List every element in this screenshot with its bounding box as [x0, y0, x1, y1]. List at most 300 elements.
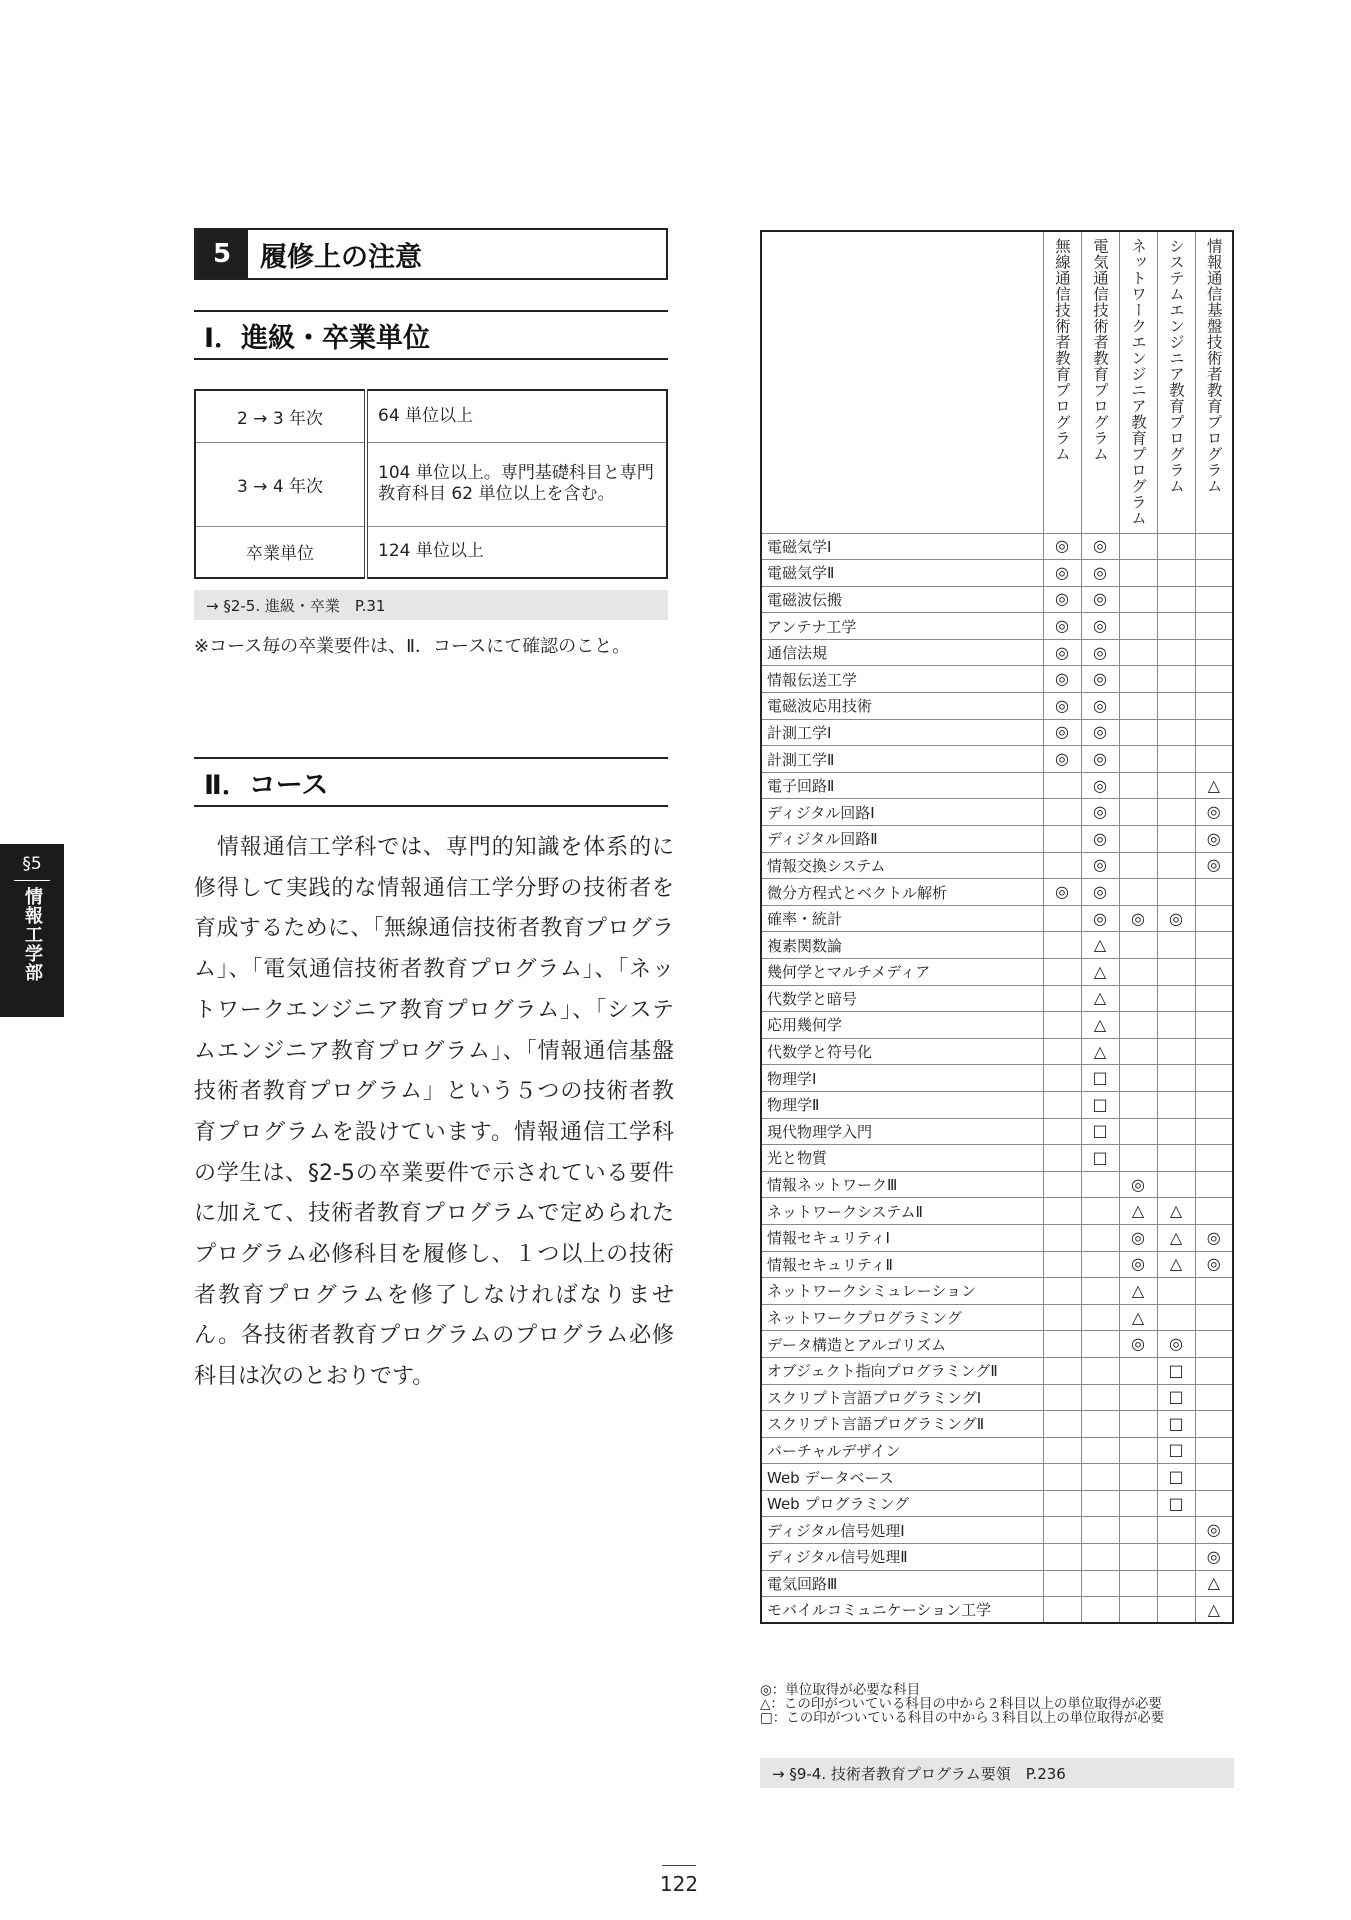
table-row — [195, 442, 667, 526]
requirement-mark-cell — [1195, 533, 1233, 560]
requirement-mark-cell: ◎ — [1081, 560, 1119, 587]
requirement-mark-cell: ◎ — [1043, 533, 1081, 560]
course-name-cell: 通信法規 — [761, 639, 1043, 666]
course-name-cell: ディジタル信号処理Ⅱ — [761, 1544, 1043, 1571]
requirement-mark-cell — [1119, 666, 1157, 693]
requirement-mark-cell — [1043, 1570, 1081, 1597]
requirement-mark-cell — [1043, 1437, 1081, 1464]
requirement-mark-cell — [1119, 560, 1157, 587]
requirement-mark-cell — [1157, 932, 1195, 959]
requirement-mark-cell: □ — [1081, 1145, 1119, 1172]
side-tab-label: 情報工学部 — [22, 887, 43, 982]
course-name-cell: 確率・統計 — [761, 905, 1043, 932]
table-row — [761, 1038, 1233, 1065]
requirement-mark-cell — [1195, 560, 1233, 587]
requirement-mark-cell — [1157, 1118, 1195, 1145]
requirement-mark-cell — [1043, 1224, 1081, 1251]
table-row — [761, 693, 1233, 720]
course-name-cell: 情報セキュリティⅡ — [761, 1251, 1043, 1278]
requirement-mark-cell — [1081, 1251, 1119, 1278]
legend-item: □：この印がついている科目の中から３科目以上の単位取得が必要 — [760, 1710, 1165, 1726]
table-row — [761, 852, 1233, 879]
requirement-mark-cell: ◎ — [1157, 905, 1195, 932]
table-row — [761, 1544, 1233, 1571]
table-row — [761, 1091, 1233, 1118]
requirement-mark-cell — [1157, 746, 1195, 773]
requirement-mark-cell — [1043, 1331, 1081, 1358]
requirement-mark-cell: ◎ — [1081, 746, 1119, 773]
requirement-mark-cell: ◎ — [1043, 560, 1081, 587]
table-row — [761, 1357, 1233, 1384]
requirement-mark-cell — [1081, 1490, 1119, 1517]
requirement-mark-cell — [1157, 772, 1195, 799]
requirement-mark-cell — [1157, 693, 1195, 720]
subheading-credits: Ⅰ．進級・卒業単位 — [194, 310, 668, 360]
requirement-mark-cell: □ — [1081, 1118, 1119, 1145]
requirement-mark-cell: ◎ — [1195, 1517, 1233, 1544]
program-name: 電気通信技術者教育プログラム — [1091, 238, 1109, 462]
table-row — [761, 1490, 1233, 1517]
requirement-mark-cell — [1195, 1331, 1233, 1358]
course-name-cell: モバイルコミュニケーション工学 — [761, 1597, 1043, 1624]
requirement-mark-cell: ◎ — [1043, 746, 1081, 773]
requirement-mark-cell — [1119, 1517, 1157, 1544]
requirement-mark-cell — [1195, 1437, 1233, 1464]
course-name-cell: 電磁波応用技術 — [761, 693, 1043, 720]
requirement-mark-cell — [1043, 1384, 1081, 1411]
requirement-mark-cell: ◎ — [1043, 719, 1081, 746]
course-name-cell: 計測工学Ⅱ — [761, 746, 1043, 773]
requirement-mark-cell — [1081, 1304, 1119, 1331]
requirement-mark-cell — [1119, 985, 1157, 1012]
program-header-cell — [1157, 231, 1195, 533]
requirement-mark-cell — [1119, 1091, 1157, 1118]
table-row — [761, 1411, 1233, 1438]
table-row — [761, 932, 1233, 959]
requirement-mark-cell: ◎ — [1081, 693, 1119, 720]
reference-link-credits[interactable]: → §2-5. 進級・卒業 P.31 — [194, 590, 668, 620]
requirement-mark-cell: ◎ — [1195, 1251, 1233, 1278]
requirement-mark-cell — [1195, 1464, 1233, 1491]
requirement-mark-cell — [1043, 1251, 1081, 1278]
requirement-mark-cell — [1195, 1065, 1233, 1092]
credits-label: 2 → 3 年次 — [195, 390, 366, 442]
requirement-mark-cell: ◎ — [1043, 613, 1081, 640]
requirement-mark-cell: △ — [1081, 1012, 1119, 1039]
requirement-mark-cell: △ — [1195, 1597, 1233, 1624]
table-row — [761, 1198, 1233, 1225]
program-name: 無線通信技術者教育プログラム — [1053, 238, 1071, 462]
requirement-mark-cell — [1195, 666, 1233, 693]
requirement-mark-cell — [1195, 1278, 1233, 1305]
requirement-mark-cell — [1081, 1224, 1119, 1251]
course-name-cell: ディジタル回路Ⅱ — [761, 826, 1043, 853]
requirement-mark-cell — [1119, 959, 1157, 986]
course-name-cell: 代数学と符号化 — [761, 1038, 1043, 1065]
requirement-mark-cell — [1195, 1118, 1233, 1145]
requirement-mark-cell: △ — [1195, 772, 1233, 799]
requirement-mark-cell — [1157, 879, 1195, 906]
program-header-row — [761, 231, 1233, 533]
requirement-mark-cell — [1157, 959, 1195, 986]
requirement-mark-cell — [1119, 746, 1157, 773]
requirement-mark-cell — [1157, 1544, 1195, 1571]
requirement-mark-cell: ◎ — [1195, 826, 1233, 853]
requirement-mark-cell — [1043, 1198, 1081, 1225]
requirement-mark-cell — [1119, 772, 1157, 799]
requirement-mark-cell — [1043, 1490, 1081, 1517]
requirement-mark-cell: △ — [1157, 1198, 1195, 1225]
requirement-mark-cell: ◎ — [1081, 772, 1119, 799]
requirement-mark-cell: ◎ — [1043, 586, 1081, 613]
requirement-mark-cell — [1043, 1544, 1081, 1571]
course-name-cell: ディジタル回路Ⅰ — [761, 799, 1043, 826]
requirement-mark-cell — [1081, 1384, 1119, 1411]
requirement-mark-cell — [1157, 985, 1195, 1012]
requirement-mark-cell — [1043, 1597, 1081, 1624]
course-name-cell: 代数学と暗号 — [761, 985, 1043, 1012]
table-row — [195, 390, 667, 442]
table-row — [761, 1224, 1233, 1251]
requirement-mark-cell — [1119, 852, 1157, 879]
requirement-mark-cell — [1195, 959, 1233, 986]
course-name-cell: 複素関数論 — [761, 932, 1043, 959]
program-header-cell — [1195, 231, 1233, 533]
requirement-mark-cell — [1195, 639, 1233, 666]
requirement-mark-cell — [1119, 1118, 1157, 1145]
credits-value: 104 単位以上。専門基礎科目と専門教育科目 62 単位以上を含む。 — [366, 442, 667, 526]
requirement-mark-cell — [1157, 719, 1195, 746]
table-row — [761, 799, 1233, 826]
requirement-mark-cell — [1119, 586, 1157, 613]
requirement-mark-cell — [1157, 1145, 1195, 1172]
course-name-cell: 電気回路Ⅲ — [761, 1570, 1043, 1597]
requirement-mark-cell: ◎ — [1043, 639, 1081, 666]
requirement-mark-cell — [1195, 1411, 1233, 1438]
requirement-mark-cell: □ — [1081, 1091, 1119, 1118]
course-name-cell: オブジェクト指向プログラミングⅡ — [761, 1357, 1043, 1384]
requirement-mark-cell: □ — [1157, 1437, 1195, 1464]
requirement-mark-cell: ◎ — [1081, 799, 1119, 826]
requirement-mark-cell — [1043, 932, 1081, 959]
requirement-mark-cell — [1157, 613, 1195, 640]
requirement-mark-cell — [1081, 1411, 1119, 1438]
requirement-mark-cell: □ — [1157, 1411, 1195, 1438]
table-row — [761, 1278, 1233, 1305]
requirement-mark-cell: ◎ — [1119, 1171, 1157, 1198]
course-name-cell: バーチャルデザイン — [761, 1437, 1043, 1464]
requirement-mark-cell — [1119, 1145, 1157, 1172]
requirement-mark-cell — [1195, 1038, 1233, 1065]
table-row — [761, 905, 1233, 932]
requirement-mark-cell — [1043, 1118, 1081, 1145]
course-name-cell: 情報ネットワークⅢ — [761, 1171, 1043, 1198]
requirement-mark-cell — [1119, 1570, 1157, 1597]
course-name-cell: スクリプト言語プログラミングⅠ — [761, 1384, 1043, 1411]
requirement-mark-cell — [1119, 1544, 1157, 1571]
table-row — [761, 772, 1233, 799]
table-row — [761, 613, 1233, 640]
requirement-mark-cell — [1081, 1464, 1119, 1491]
course-name-cell: ネットワークプログラミング — [761, 1304, 1043, 1331]
requirement-mark-cell: ◎ — [1081, 719, 1119, 746]
course-name-cell: 電磁気学Ⅱ — [761, 560, 1043, 587]
requirement-mark-cell: ◎ — [1119, 1251, 1157, 1278]
requirement-mark-cell — [1119, 1411, 1157, 1438]
course-name-cell: 光と物質 — [761, 1145, 1043, 1172]
course-note: ※コース毎の卒業要件は、Ⅱ．コースにて確認のこと。 — [194, 636, 631, 657]
course-name-cell: アンテナ工学 — [761, 613, 1043, 640]
requirement-mark-cell — [1157, 826, 1195, 853]
section-header — [194, 228, 668, 280]
subheading-course: Ⅱ．コース — [194, 757, 668, 807]
requirement-mark-cell — [1157, 799, 1195, 826]
course-name-cell: ネットワークシミュレーション — [761, 1278, 1043, 1305]
requirement-mark-cell: ◎ — [1195, 852, 1233, 879]
requirement-mark-cell — [1043, 852, 1081, 879]
requirement-mark-cell: ◎ — [1081, 586, 1119, 613]
requirement-mark-cell — [1195, 746, 1233, 773]
table-row — [761, 1065, 1233, 1092]
requirement-mark-cell — [1195, 1384, 1233, 1411]
course-name-cell: 情報セキュリティⅠ — [761, 1224, 1043, 1251]
table-row — [761, 639, 1233, 666]
section-title: 履修上の注意 — [260, 241, 422, 273]
requirement-mark-cell — [1119, 1384, 1157, 1411]
program-name: 情報通信基盤技術者教育プログラム — [1204, 238, 1223, 494]
requirement-mark-cell: ◎ — [1119, 905, 1157, 932]
program-header-cell — [1081, 231, 1119, 533]
course-description: 情報通信工学科では、専門的知識を体系的に修得して実践的な情報通信工学分野の技術者を育成するために、「無線通信技術者教育プログラム」、「電気通信技術者教育プログラム」、「ネットワークエンジニア教育プログラム」、「システムエンジニア教育プログラム」、「情報通信基盤技術者教育プログラム」という５つの技術者教育プログラムを設けています。情報通信工学科の学生は、§2-5の卒業要件で示されている要件に加えて、技術者教育プログラムで定められたプログラム必修科目を履修し、１つ以上の技術者教育プログラムを修了しなければなりません。各技術者教育プログラムのプログラム必修科目は次のとおりです。 — [194, 835, 674, 1390]
requirement-mark-cell: ◎ — [1081, 852, 1119, 879]
requirement-mark-cell — [1195, 719, 1233, 746]
requirement-mark-cell — [1081, 1198, 1119, 1225]
course-name-cell: 電磁気学Ⅰ — [761, 533, 1043, 560]
table-row — [761, 1171, 1233, 1198]
requirement-mark-cell — [1157, 639, 1195, 666]
course-name-cell: 物理学Ⅰ — [761, 1065, 1043, 1092]
requirement-mark-cell — [1119, 1464, 1157, 1491]
requirement-mark-cell: △ — [1195, 1570, 1233, 1597]
course-name-cell: 物理学Ⅱ — [761, 1091, 1043, 1118]
course-name-cell: 電磁波伝搬 — [761, 586, 1043, 613]
table-row — [761, 1012, 1233, 1039]
course-name-cell: ネットワークシステムⅡ — [761, 1198, 1043, 1225]
credits-value: 64 単位以上 — [366, 390, 667, 442]
requirement-mark-cell: □ — [1157, 1384, 1195, 1411]
requirement-mark-cell — [1119, 1012, 1157, 1039]
table-row — [761, 1570, 1233, 1597]
requirement-mark-cell — [1195, 985, 1233, 1012]
table-row — [761, 879, 1233, 906]
requirement-mark-cell — [1195, 1357, 1233, 1384]
course-name-cell: 電子回路Ⅱ — [761, 772, 1043, 799]
side-tab-section: §5 — [22, 854, 42, 874]
requirement-mark-cell — [1195, 932, 1233, 959]
table-row — [761, 1118, 1233, 1145]
requirement-mark-cell — [1119, 1065, 1157, 1092]
requirement-mark-cell — [1157, 1038, 1195, 1065]
requirement-mark-cell: ◎ — [1081, 905, 1119, 932]
requirement-mark-cell — [1081, 1597, 1119, 1624]
program-header-cell — [1119, 231, 1157, 533]
requirement-mark-cell — [1081, 1437, 1119, 1464]
requirement-mark-cell — [1043, 1278, 1081, 1305]
header-blank-cell — [761, 231, 1043, 533]
requirement-mark-cell — [1043, 1038, 1081, 1065]
requirement-mark-cell — [1157, 1091, 1195, 1118]
requirement-mark-cell — [1157, 1304, 1195, 1331]
table-row — [761, 1437, 1233, 1464]
requirement-mark-cell — [1157, 1597, 1195, 1624]
requirement-mark-cell — [1119, 1038, 1157, 1065]
course-name-cell: データ構造とアルゴリズム — [761, 1331, 1043, 1358]
requirement-mark-cell: ◎ — [1195, 1544, 1233, 1571]
requirement-mark-cell — [1119, 826, 1157, 853]
requirement-mark-cell — [1081, 1331, 1119, 1358]
requirement-mark-cell — [1043, 1145, 1081, 1172]
requirement-mark-cell: ◎ — [1157, 1331, 1195, 1358]
requirement-mark-cell — [1043, 1091, 1081, 1118]
requirement-mark-cell: □ — [1081, 1065, 1119, 1092]
requirement-mark-cell — [1157, 586, 1195, 613]
requirement-mark-cell — [1195, 693, 1233, 720]
course-name-cell: ディジタル信号処理Ⅰ — [761, 1517, 1043, 1544]
table-row — [761, 666, 1233, 693]
requirement-mark-cell: □ — [1157, 1464, 1195, 1491]
requirement-mark-cell — [1043, 799, 1081, 826]
requirement-mark-cell — [1157, 1065, 1195, 1092]
requirement-mark-cell: ◎ — [1081, 613, 1119, 640]
table-row — [761, 1597, 1233, 1624]
table-row — [761, 1145, 1233, 1172]
requirement-mark-cell — [1043, 772, 1081, 799]
requirement-mark-cell — [1043, 1411, 1081, 1438]
legend — [760, 1683, 1164, 1725]
credits-table — [194, 389, 668, 579]
requirement-mark-cell — [1081, 1544, 1119, 1571]
requirement-mark-cell: △ — [1119, 1278, 1157, 1305]
table-row — [761, 533, 1233, 560]
requirement-mark-cell — [1157, 1012, 1195, 1039]
legend-item: △：この印がついている科目の中から２科目以上の単位取得が必要 — [760, 1696, 1162, 1712]
requirement-mark-cell — [1081, 1171, 1119, 1198]
course-name-cell: 幾何学とマルチメディア — [761, 959, 1043, 986]
reference-link-programs[interactable]: → §9-4. 技術者教育プログラム要領 P.236 — [760, 1758, 1234, 1788]
table-row — [761, 719, 1233, 746]
requirement-mark-cell: ◎ — [1043, 666, 1081, 693]
table-row — [761, 560, 1233, 587]
course-name-cell: 情報伝送工学 — [761, 666, 1043, 693]
requirement-mark-cell — [1119, 1597, 1157, 1624]
requirement-mark-cell — [1195, 1091, 1233, 1118]
requirement-mark-cell — [1043, 1517, 1081, 1544]
requirement-mark-cell — [1119, 719, 1157, 746]
requirement-mark-cell — [1081, 1517, 1119, 1544]
course-name-cell: Web データベース — [761, 1464, 1043, 1491]
requirement-mark-cell — [1119, 932, 1157, 959]
page-number: 122 — [659, 1872, 699, 1896]
requirement-mark-cell — [1119, 1437, 1157, 1464]
course-name-cell: 情報交換システム — [761, 852, 1043, 879]
requirement-mark-cell: □ — [1157, 1357, 1195, 1384]
program-name: ネットワークエンジニア教育プログラム — [1129, 238, 1147, 526]
requirement-mark-cell — [1157, 533, 1195, 560]
credits-value: 124 単位以上 — [378, 541, 484, 562]
table-row — [761, 985, 1233, 1012]
requirement-mark-cell — [1195, 1145, 1233, 1172]
requirement-mark-cell — [1043, 1357, 1081, 1384]
requirement-mark-cell: □ — [1157, 1490, 1195, 1517]
requirement-mark-cell: ◎ — [1119, 1224, 1157, 1251]
page-number-rule — [662, 1865, 696, 1866]
requirement-mark-cell: ◎ — [1081, 666, 1119, 693]
requirement-mark-cell — [1157, 1278, 1195, 1305]
requirement-mark-cell: △ — [1157, 1251, 1195, 1278]
requirement-mark-cell — [1119, 1357, 1157, 1384]
table-row — [761, 826, 1233, 853]
requirement-mark-cell: ◎ — [1081, 826, 1119, 853]
requirement-mark-cell — [1195, 879, 1233, 906]
section-number: 5 — [196, 230, 248, 278]
requirement-mark-cell — [1119, 613, 1157, 640]
requirement-mark-cell — [1157, 560, 1195, 587]
table-row — [761, 959, 1233, 986]
requirement-mark-cell: △ — [1119, 1198, 1157, 1225]
requirement-mark-cell — [1157, 1570, 1195, 1597]
course-name-cell: 応用幾何学 — [761, 1012, 1043, 1039]
program-name: システムエンジニア教育プログラム — [1167, 238, 1185, 494]
requirement-mark-cell — [1043, 1012, 1081, 1039]
table-row — [761, 1331, 1233, 1358]
requirement-mark-cell — [1157, 1171, 1195, 1198]
requirement-mark-cell — [1157, 666, 1195, 693]
requirement-mark-cell — [1043, 1171, 1081, 1198]
table-row — [761, 1464, 1233, 1491]
course-name-cell: Web プログラミング — [761, 1490, 1043, 1517]
requirement-mark-cell: ◎ — [1081, 533, 1119, 560]
requirement-mark-cell — [1195, 613, 1233, 640]
requirement-mark-cell: △ — [1081, 932, 1119, 959]
program-required-table — [760, 230, 1234, 1624]
requirement-mark-cell — [1195, 1198, 1233, 1225]
table-row — [761, 1384, 1233, 1411]
requirement-mark-cell — [1043, 1304, 1081, 1331]
requirement-mark-cell — [1081, 1357, 1119, 1384]
requirement-mark-cell — [1043, 1464, 1081, 1491]
requirement-mark-cell — [1157, 1517, 1195, 1544]
table-row — [195, 526, 667, 578]
requirement-mark-cell — [1195, 1171, 1233, 1198]
table-row — [761, 1517, 1233, 1544]
requirement-mark-cell — [1119, 879, 1157, 906]
requirement-mark-cell — [1081, 1570, 1119, 1597]
table-row — [761, 1251, 1233, 1278]
requirement-mark-cell — [1119, 799, 1157, 826]
side-tab-divider — [14, 880, 50, 881]
requirement-mark-cell — [1195, 586, 1233, 613]
requirement-mark-cell — [1043, 905, 1081, 932]
requirement-mark-cell — [1081, 1278, 1119, 1305]
requirement-mark-cell — [1043, 1065, 1081, 1092]
requirement-mark-cell — [1119, 693, 1157, 720]
requirement-mark-cell — [1119, 533, 1157, 560]
requirement-mark-cell: △ — [1081, 959, 1119, 986]
credits-label: 卒業単位 — [195, 526, 366, 578]
requirement-mark-cell: ◎ — [1195, 1224, 1233, 1251]
program-header-cell — [1043, 231, 1081, 533]
requirement-mark-cell: ◎ — [1195, 799, 1233, 826]
